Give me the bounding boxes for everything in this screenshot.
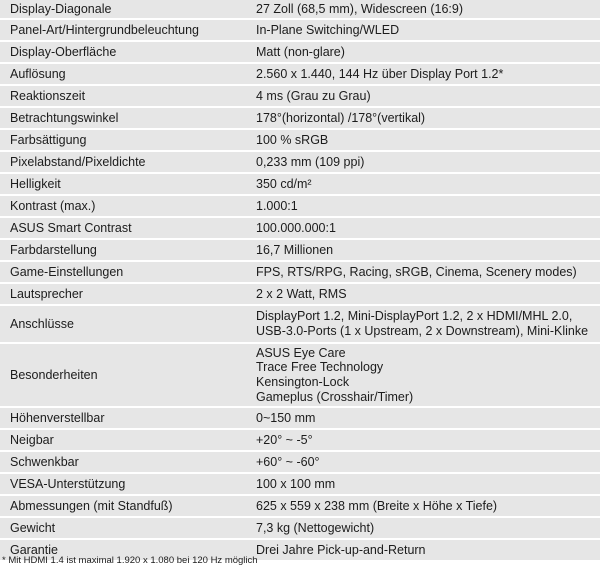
spec-value-line: ASUS Eye Care: [256, 345, 346, 360]
spec-value: [248, 305, 600, 343]
spec-label: Display-Oberfläche: [0, 41, 248, 63]
spec-value: 350 cd/m²: [248, 173, 600, 195]
spec-value: 2.560 x 1.440, 144 Hz über Display Port 1.2*: [248, 63, 600, 85]
spec-value-line: DisplayPort 1.2, Mini-DisplayPort 1.2, 2 x HDMI/MHL 2.0,: [256, 309, 573, 324]
spec-value: 178°(horizontal) /178°(vertikal): [248, 107, 600, 129]
spec-value: Drei Jahre Pick-up-and-Return: [248, 539, 600, 560]
spec-label: Abmessungen (mit Standfuß): [0, 495, 248, 517]
spec-label: Pixelabstand/Pixeldichte: [0, 151, 248, 173]
spec-row-reaktionszeit: [0, 85, 600, 107]
spec-row-besonderheiten: [0, 343, 600, 407]
spec-row-hoehenverstellbar: [0, 407, 600, 429]
spec-value: +20° ~ -5°: [248, 429, 600, 451]
spec-row-kontrast: [0, 195, 600, 217]
spec-row-panel-art: [0, 19, 600, 41]
spec-value-line: USB-3.0-Ports (1 x Upstream, 2 x Downstream), Mini-Klinke: [256, 324, 589, 338]
spec-row-abmessungen: [0, 495, 600, 517]
spec-row-lautsprecher: [0, 283, 600, 305]
spec-label: Lautsprecher: [0, 283, 248, 305]
spec-row-vesa: [0, 473, 600, 495]
spec-label: Display-Diagonale: [10, 1, 112, 16]
spec-value: [248, 343, 600, 407]
spec-row-smart-contrast: [0, 217, 600, 239]
spec-value: 625 x 559 x 238 mm (Breite x Höhe x Tiefe): [248, 495, 600, 517]
spec-row-schwenkbar: [0, 451, 600, 473]
spec-value-line: Kensington-Lock: [256, 375, 350, 389]
spec-value: 0~150 mm: [248, 407, 600, 429]
spec-row-betrachtungswinkel: [0, 107, 600, 129]
spec-row-game-einstellungen: [0, 261, 600, 283]
spec-label: VESA-Unterstützung: [0, 473, 248, 495]
spec-value: Matt (non-glare): [248, 41, 600, 63]
spec-label: Gewicht: [0, 517, 248, 539]
spec-value: 1.000:1: [248, 195, 600, 217]
spec-value: 27 Zoll (68,5 mm), Widescreen (16:9): [256, 1, 464, 16]
spec-value-line: Gameplus (Crosshair/Timer): [256, 389, 414, 404]
spec-value: 16,7 Millionen: [248, 239, 600, 261]
spec-label: Garantie: [0, 539, 248, 560]
spec-label: Auflösung: [0, 63, 248, 85]
spec-label: Höhenverstellbar: [0, 407, 248, 429]
spec-label: Neigbar: [0, 429, 248, 451]
spec-row-neigbar: [0, 429, 600, 451]
spec-label: Panel-Art/Hintergrundbeleuchtung: [0, 19, 248, 41]
spec-label: Game-Einstellungen: [0, 261, 248, 283]
spec-value: 4 ms (Grau zu Grau): [248, 85, 600, 107]
spec-value: +60° ~ -60°: [248, 451, 600, 473]
spec-label: Anschlüsse: [0, 305, 248, 343]
spec-value: 100.000.000:1: [248, 217, 600, 239]
spec-label: Besonderheiten: [0, 343, 248, 407]
spec-label: Farbsättigung: [0, 129, 248, 151]
footnote: * Mit HDMI 1.4 ist maximal 1.920 x 1.080 bei 120 Hz möglich: [2, 555, 258, 566]
spec-label: Kontrast (max.): [0, 195, 248, 217]
spec-value-line: Trace Free Technology: [256, 360, 384, 375]
spec-label: ASUS Smart Contrast: [0, 217, 248, 239]
spec-label: Farbdarstellung: [0, 239, 248, 261]
spec-row-anschluesse: [0, 305, 600, 343]
spec-label: Betrachtungswinkel: [0, 107, 248, 129]
spec-row-pixelabstand: [0, 151, 600, 173]
spec-value: In-Plane Switching/WLED: [248, 19, 600, 41]
spec-label: Reaktionszeit: [0, 85, 248, 107]
spec-value: 2 x 2 Watt, RMS: [248, 283, 600, 305]
spec-value: 100 % sRGB: [248, 129, 600, 151]
spec-value: 100 x 100 mm: [248, 473, 600, 495]
spec-row-display-oberflaeche: [0, 41, 600, 63]
spec-row-gewicht: [0, 517, 600, 539]
spec-row-farbdarstellung: [0, 239, 600, 261]
spec-row-aufloesung: [0, 63, 600, 85]
spec-label: Helligkeit: [0, 173, 248, 195]
spec-value: 0,233 mm (109 ppi): [248, 151, 600, 173]
spec-label: Schwenkbar: [0, 451, 248, 473]
spec-value: 7,3 kg (Nettogewicht): [248, 517, 600, 539]
spec-row-farbsaettigung: [0, 129, 600, 151]
spec-value: FPS, RTS/RPG, Racing, sRGB, Cinema, Scenery modes): [248, 261, 600, 283]
spec-row-helligkeit: [0, 173, 600, 195]
spec-row-display-diagonale: [0, 0, 600, 19]
